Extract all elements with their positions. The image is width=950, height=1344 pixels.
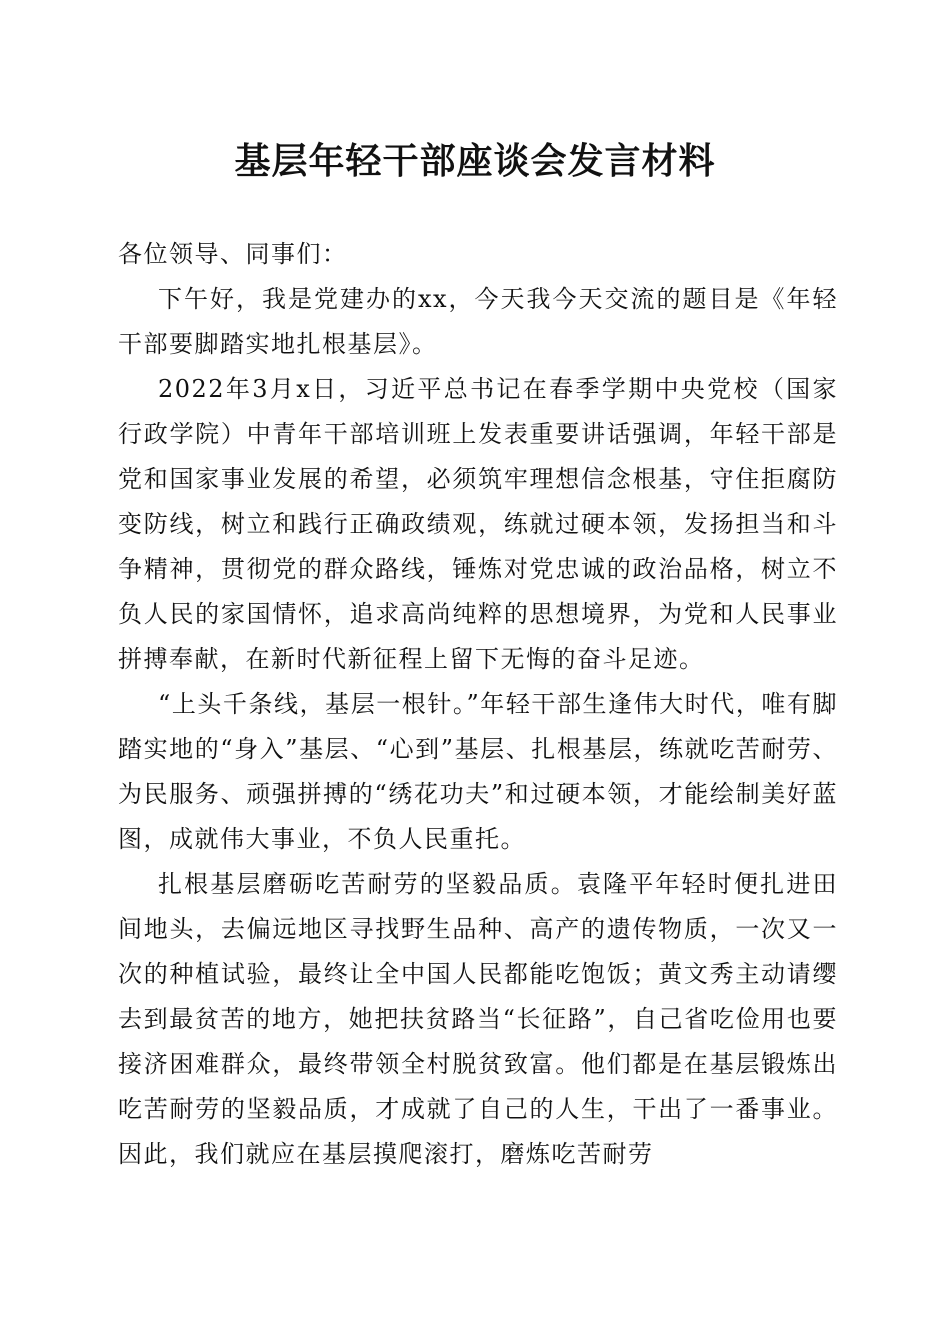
salutation: 各位领导、同事们： bbox=[118, 240, 348, 268]
paragraph-speech-summary: 2022年3月x日，习近平总书记在春季学期中央党校（国家行政学院）中青年干部培训班上发表重要讲话强调，年轻干部是党和国家事业发展的希望，必须筑牢理想信念根基，守住拒腐防变防线，树立和践行正确政绩观，练就过硬本领，发扬担当和斗争精神，贯彻党的群众路线，锤炼对党忠诚的政治品格，树立不负人民的家国情怀，追求高尚纯粹的思想境界，为党和人民事业拼搏奉献，在新时代新征程上留下无悔的奋斗足迹。 bbox=[118, 375, 838, 673]
paragraph-grassroots-quote: “上头千条线，基层一根针。”年轻干部生逢伟大时代，唯有脚踏实地的“身入”基层、“心到”基层、扎根基层，练就吃苦耐劳、为民服务、顽强拼搏的“绣花功夫”和过硬本领，才能绘制美好蓝图，成就伟大事业，不负人民重托。 bbox=[118, 690, 838, 853]
document-body bbox=[118, 232, 838, 1177]
document-title: 基层年轻干部座谈会发言材料 bbox=[234, 140, 716, 182]
paragraph-greeting: 下午好，我是党建办的xx，今天我今天交流的题目是《年轻干部要脚踏实地扎根基层》。 bbox=[118, 285, 838, 358]
paragraph-hardship-examples: 扎根基层磨砺吃苦耐劳的坚毅品质。袁隆平年轻时便扎进田间地头，去偏远地区寻找野生品种、高产的遗传物质，一次又一次的种植试验，最终让全中国人民都能吃饱饭；黄文秀主动请缨去到最贫苦的地方，她把扶贫路当“长征路”，自己省吃俭用也要接济困难群众，最终带领全村脱贫致富。他们都是在基层锻炼出吃苦耐劳的坚毅品质，才成就了自己的人生，干出了一番事业。因此，我们就应在基层摸爬滚打，磨炼吃苦耐劳 bbox=[118, 870, 838, 1168]
